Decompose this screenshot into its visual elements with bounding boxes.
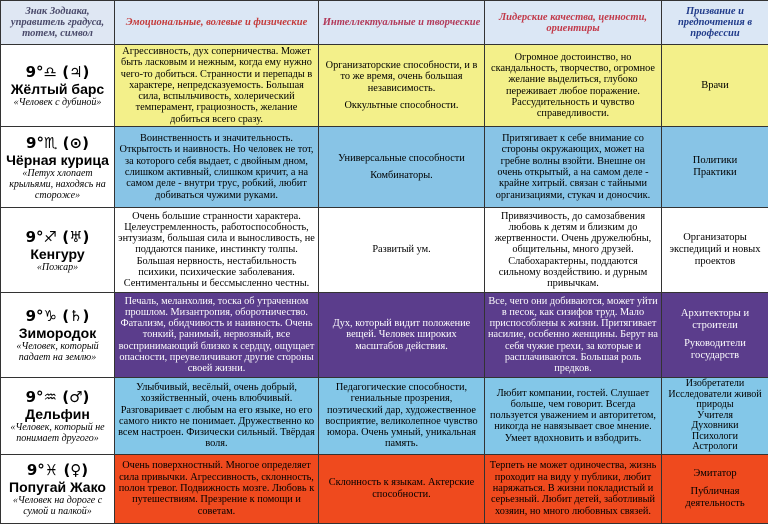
- totem-name: Зимородок: [3, 325, 112, 341]
- profession-cell: [662, 208, 768, 293]
- profession-cell: [662, 454, 768, 523]
- sign-cell: [1, 454, 115, 523]
- intellectual-text: Развитый ум.: [372, 244, 430, 255]
- leadership-cell: Любит компании, гостей. Слушает больше, чем говорит. Всегда пользуется уважением и авторитетом, никогда не навязывает свое мнение. Умеет вдохновить и взбодрить.: [485, 378, 662, 455]
- leadership-cell: Привязчивость, до самозабвения любовь к детям и близким до жертвенности. Очень дружелюбны, общительны, много друзей. Слабохарактерны, поддаются сильному воздействию. и дурным привычкам.: [485, 208, 662, 293]
- profession-item: Исследователи живой природы: [665, 390, 765, 411]
- totem-name: Чёрная курица: [3, 152, 112, 168]
- leadership-cell: Притягивает к себе внимание со стороны окружающих, может на гребне волны взойти. Внешне он очень открытый, а на самом деле - крайне хитрый. связан с тайными организациями, стукач и доносчик.: [485, 127, 662, 208]
- profession-item: Организаторы экспедиций и новых проектов: [665, 232, 765, 268]
- header-leadership: Лидерские качества, ценности, ориентиры: [485, 1, 662, 45]
- sign-cell: [1, 127, 115, 208]
- intellectual-cell: [319, 208, 485, 293]
- totem-motto: «Человек с дубиной»: [3, 97, 112, 108]
- profession-item: Архитекторы и строители: [665, 308, 765, 332]
- sign-symbol: 9°♏ (⊙): [3, 134, 112, 152]
- table-row: [1, 293, 768, 378]
- profession-item: Психологи: [665, 432, 765, 443]
- sign-cell: [1, 293, 115, 378]
- header-profession: Призвание и предпочтения в профессии: [662, 1, 768, 45]
- emotional-cell: Агрессивность, дух соперничества. Может быть ласковым и нежным, когда ему нужно чего-то добиться. Странности и перепады в характере, непредсказуемость. Большая сила, вспыльчивость, холерический темперамент, грациозность, желание добиться всего сразу.: [115, 45, 319, 127]
- intellectual-cell: [319, 293, 485, 378]
- profession-item: Публичная деятельность: [665, 486, 765, 510]
- totem-motto: «Человек на дороге с сумой и палкой»: [3, 495, 112, 517]
- profession-item: Изобретатели: [665, 379, 765, 390]
- totem-motto: «Человек, который не понимает другого»: [3, 422, 112, 444]
- intellectual-text: Оккультные способности.: [344, 100, 458, 111]
- profession-cell: [662, 378, 768, 455]
- leadership-cell: Все, чего они добиваются, может уйти в песок, как сизифов труд. Мало приспособлены к жизни. Притягивает насилие, особенно женщины. Берут на себя чужие грехи, за которые и расплачиваются. Большая роль предков.: [485, 293, 662, 378]
- intellectual-text: Организаторские способности, и в то же время, очень большая независимость.: [326, 60, 478, 94]
- totem-motto: «Пожар»: [3, 262, 112, 273]
- totem-motto: «Человек, который падает на землю»: [3, 341, 112, 363]
- intellectual-text: Универсальные способности: [338, 153, 465, 164]
- emotional-cell: Печаль, меланхолия, тоска об утраченном прошлом. Мизантропия, оборотничество. Фатализм, обидчивость и наивность. Очень тонкий, ранимый, нервозный, все воспринимающий близко к сердцу, ощущает опасности, преувеличивают другие стороны своей жизни.: [115, 293, 319, 378]
- profession-item: Врачи: [665, 80, 765, 92]
- table-row: [1, 454, 768, 523]
- intellectual-text: Дух, который видит положение вещей. Человек широких масштабов действия.: [333, 318, 471, 352]
- leadership-cell: Огромное достоинство, но скандальность, творчество, огромное желание выделиться, глубоко переживает любое поражение. Рассудительность и чувство справедливости.: [485, 45, 662, 127]
- profession-cell: [662, 293, 768, 378]
- table-row: [1, 378, 768, 455]
- sign-cell: [1, 208, 115, 293]
- emotional-cell: Очень поверхностный. Многое определяет сила привычки. Агрессивность, склонность, полон тревог. Подвижность мозге. Любовь к путешествиям. Презрение к помощи и советам.: [115, 454, 319, 523]
- profession-item: Астрологи: [665, 442, 765, 453]
- header-intellectual: Интеллектуальные и творческие: [319, 1, 485, 45]
- intellectual-text: Педагогические способности, гениальные прозрения, поэтический дар, художественное восприятие, великолепное чувство юмора. Очень умный, уникальная память.: [325, 382, 477, 449]
- intellectual-text: Комбинаторы.: [370, 170, 433, 181]
- totem-name: Попугай Жако: [3, 479, 112, 495]
- profession-item: Политики: [665, 155, 765, 167]
- header-row: [1, 1, 768, 45]
- totem-name: Дельфин: [3, 406, 112, 422]
- intellectual-cell: [319, 378, 485, 455]
- emotional-cell: Улыбчивый, весёлый, очень добрый, хозяйственный, очень влюбчивый. Разговаривает с любым на его языке, но его самого никто не понимает. Дружественно ко всем настроен. Физически сильный. Твёрдая воля.: [115, 378, 319, 455]
- totem-name: Кенгуру: [3, 246, 112, 262]
- totem-motto: «Петух хлопает крыльями, находясь на сторожe»: [3, 168, 112, 201]
- profession-cell: [662, 127, 768, 208]
- profession-item: Руководители государств: [665, 338, 765, 362]
- profession-cell: [662, 45, 768, 127]
- profession-item: Эмитатор: [665, 468, 765, 480]
- sign-symbol: 9°♐ (♅): [3, 228, 112, 246]
- table-row: [1, 45, 768, 127]
- sign-symbol: 9°♎ (♃): [3, 63, 112, 81]
- sign-symbol: 9°♓ (♀): [3, 461, 112, 479]
- sign-symbol: 9°♑ (♄): [3, 307, 112, 325]
- sign-cell: [1, 378, 115, 455]
- intellectual-cell: [319, 127, 485, 208]
- leadership-cell: Терпеть не может одиночества, жизнь проходит на виду у публики, любит наряжаться. В жизни покладистый и серьезный. Любит детей, заботливый хозяин, но много любовных связей.: [485, 454, 662, 523]
- intellectual-cell: [319, 45, 485, 127]
- table-row: [1, 127, 768, 208]
- intellectual-text: Склонность к языкам. Актерские способности.: [329, 477, 474, 499]
- intellectual-cell: [319, 454, 485, 523]
- profession-item: Учителя: [665, 411, 765, 422]
- sign-cell: [1, 45, 115, 127]
- header-sign: Знак Зодиака, управитель градуса, тотем, символ: [1, 1, 115, 45]
- sign-symbol: 9°♒ (♂): [3, 388, 112, 406]
- header-emotional: Эмоциональные, волевые и физические: [115, 1, 319, 45]
- profession-item: Практики: [665, 167, 765, 179]
- emotional-cell: Очень большие странности характера. Целеустремленность, работоспособность, энтузиазм, большая сила и выносливость, не поддаются панике, инстинкту толпы. Большая нервность, нестабильность психики, психические заболевания. Сентиментальны и бессмысленно честны.: [115, 208, 319, 293]
- table-row: [1, 208, 768, 293]
- emotional-cell: Воинственность и значительность. Открытость и наивность. Но человек не тот, за которого себя выдает, с двойным дном, слишком активный, слишком кричит, а на самом деле - внутри трус, робкий, любит добиваться чужими руками.: [115, 127, 319, 208]
- totem-name: Жёлтый барс: [3, 81, 112, 97]
- profession-item: Духовники: [665, 421, 765, 432]
